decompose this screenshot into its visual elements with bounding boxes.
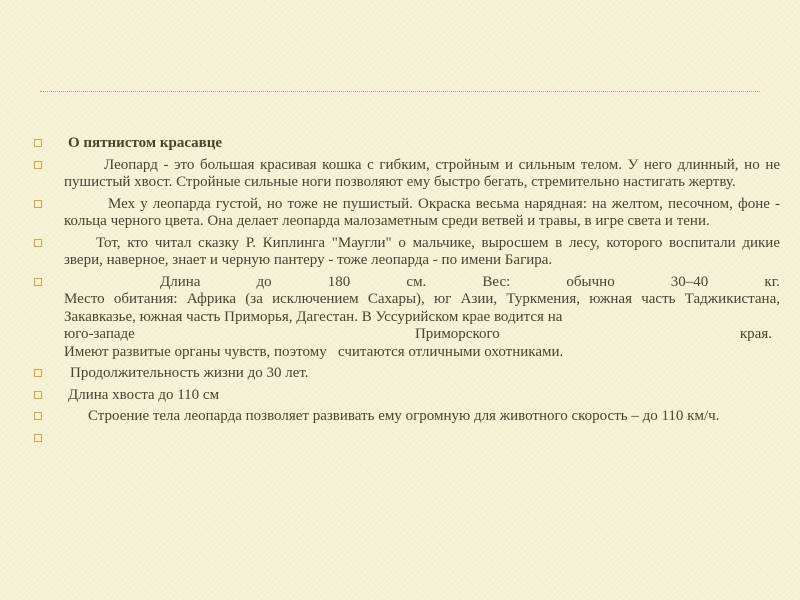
square-bullet-icon <box>34 369 42 377</box>
paragraph-text: Мех у леопарда густой, но тоже не пушистый. Окраска весьма нарядная: на желтом, песочном, фоне - кольца черного цвета. Она делает леопарда малозаметным среди ветвей и травы, в игре света и тени. <box>64 195 780 229</box>
lifespan-text: Продолжительность жизни до 30 лет. <box>70 365 309 381</box>
size-word: Вес: <box>482 273 511 290</box>
bullet-item-tail <box>34 387 780 405</box>
bullet-item-fur <box>34 196 780 231</box>
bullet-item-body <box>34 157 780 192</box>
size-word: 180 <box>327 273 351 290</box>
size-word: см. <box>406 273 427 290</box>
tail-text: Длина хвоста до 110 см <box>68 386 220 403</box>
bullet-item-facts <box>34 274 780 362</box>
heading-text: О пятнистом красавце <box>68 135 223 151</box>
square-bullet-icon <box>34 412 42 420</box>
square-bullet-icon <box>34 239 42 247</box>
region-word: Приморского <box>414 326 500 342</box>
square-bullet-icon <box>34 434 42 442</box>
size-line <box>64 274 780 292</box>
paragraph-text: Леопард - это большая красивая кошка с гибким, стройным и сильным телом. У него длинный, но не пушистый хвост. Стройные сильные ноги позволяют ему быстро бегать, стремительно настигать жертву. <box>64 156 780 190</box>
bullet-item-speed <box>34 408 780 426</box>
size-word: обычно <box>566 273 615 290</box>
bullet-item-heading <box>34 135 780 153</box>
habitat-text: Место обитания: Африка (за исключением Сахары), юг Азии, Туркмения, южная часть Таджикистана, Закавказье, южная часть Приморья, Дагестан. В Уссурийском крае водится на <box>64 291 780 325</box>
title-divider <box>40 91 760 92</box>
bullet-item-empty <box>34 430 780 448</box>
slide-content <box>34 135 780 452</box>
size-word: до <box>256 273 272 290</box>
senses-text: Имеют развитые органы чувств, поэтому считаются отличными охотниками. <box>64 343 564 360</box>
square-bullet-icon <box>34 200 42 208</box>
bullet-item-kipling <box>34 235 780 270</box>
size-word: 30–40 <box>670 273 709 290</box>
region-line <box>64 326 780 344</box>
region-word: юго-западе <box>64 326 135 342</box>
square-bullet-icon <box>34 391 42 399</box>
region-word: края. <box>739 326 772 342</box>
bullet-item-lifespan <box>34 365 780 383</box>
square-bullet-icon <box>34 139 42 147</box>
square-bullet-icon <box>34 161 42 169</box>
square-bullet-icon <box>34 278 42 286</box>
size-word: Длина <box>160 273 201 290</box>
paragraph-text: Тот, кто читал сказку Р. Киплинга "Маугли" о мальчике, выросшем в лесу, которого воспитали дикие звери, наверное, знает и черную пантеру - тоже леопарда - по имени Багира. <box>64 234 780 268</box>
speed-text: Строение тела леопарда позволяет развивать ему огромную для животного скорость – до 110 км/ч. <box>88 408 720 424</box>
size-word: кг. <box>764 273 780 290</box>
